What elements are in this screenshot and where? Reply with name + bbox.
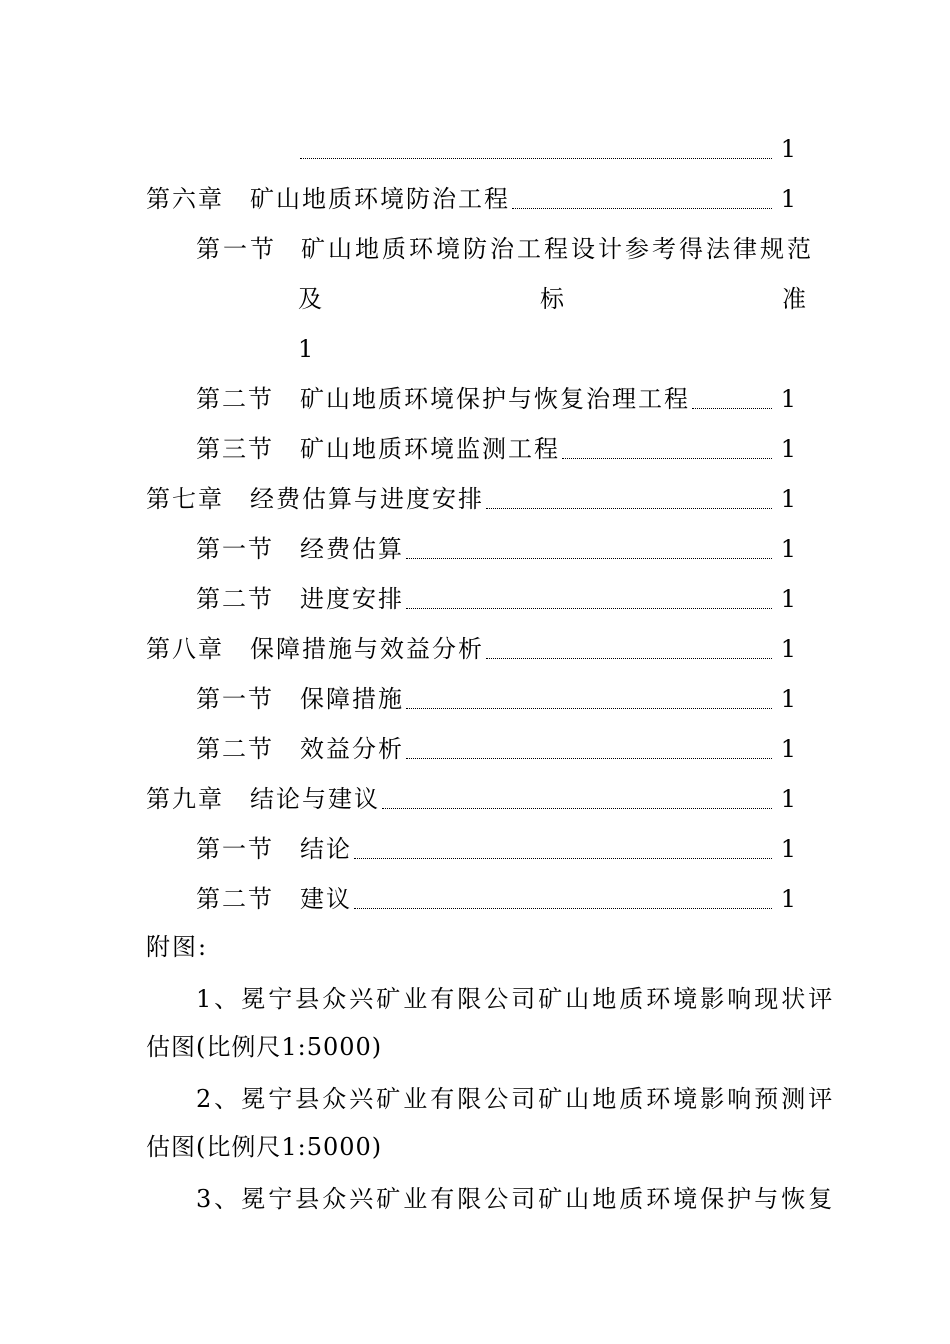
toc-entry-label <box>196 382 690 416</box>
section-number: 第一节 <box>196 685 274 713</box>
toc-entry-label <box>196 432 560 466</box>
toc-leader <box>406 558 772 559</box>
toc-page-number: 1 <box>780 435 796 463</box>
appendix-item-1-line-1: 1、冕宁县众兴矿业有限公司矿山地质环境影响现状评 <box>196 985 836 1013</box>
toc-page-number: 1 <box>780 635 796 663</box>
toc-chapter-8-section-1[interactable] <box>196 682 796 716</box>
toc-leader <box>354 858 772 859</box>
toc-entry-label <box>196 832 352 866</box>
section-title: 经费估算 <box>300 535 404 563</box>
toc-chapter-9[interactable] <box>146 782 796 816</box>
toc-chapter-9-section-1[interactable] <box>196 832 796 866</box>
toc-page-number: 1 <box>780 835 796 863</box>
toc-chapter-7-section-1[interactable] <box>196 532 796 566</box>
toc-entry-label <box>196 682 404 716</box>
toc-chapter-7[interactable] <box>146 482 796 516</box>
toc-leader <box>692 408 772 409</box>
toc-leader <box>382 808 772 809</box>
chapter-number: 第八章 <box>146 635 224 663</box>
toc-entry-label <box>196 582 404 616</box>
toc-entry-label <box>146 182 510 216</box>
chapter-title: 矿山地质环境防治工程 <box>250 185 510 213</box>
chapter-number: 第七章 <box>146 485 224 513</box>
toc-leader <box>406 608 772 609</box>
toc-page-number: 1 <box>780 885 796 913</box>
section-number: 第三节 <box>196 435 274 463</box>
toc-chapter-8[interactable] <box>146 632 796 666</box>
section-title: 结论 <box>300 835 352 863</box>
toc-chapter-8-section-2[interactable] <box>196 732 796 766</box>
section-number: 第二节 <box>196 885 274 913</box>
toc-page-number: 1 <box>780 735 796 763</box>
toc-chapter-6-section-2[interactable] <box>196 382 796 416</box>
toc-entry-label <box>196 532 404 566</box>
appendix-heading: 附图: <box>146 933 209 961</box>
toc-page-number: 1 <box>298 335 314 363</box>
toc-page-number: 1 <box>780 135 796 163</box>
toc-leader <box>406 708 772 709</box>
toc-page-number: 1 <box>780 585 796 613</box>
toc-entry-label <box>146 482 484 516</box>
toc-leader <box>486 658 772 659</box>
toc-chapter-6-section-1-wrap <box>298 282 806 316</box>
chapter-number: 第九章 <box>146 785 224 813</box>
toc-page-number: 1 <box>780 535 796 563</box>
appendix-item-2-line-1: 2、冕宁县众兴矿业有限公司矿山地质环境影响预测评 <box>196 1085 836 1113</box>
toc-chapter-6-section-3[interactable] <box>196 432 796 466</box>
chapter-number: 第六章 <box>146 185 224 213</box>
toc-leader <box>486 508 772 509</box>
toc-leader <box>512 208 772 209</box>
toc-page-number: 1 <box>780 385 796 413</box>
toc-entry-label <box>196 732 404 766</box>
section-title-wrap-1: 及 <box>298 285 322 313</box>
toc-leader <box>354 908 772 909</box>
toc-page-number: 1 <box>780 185 796 213</box>
toc-chapter-6-section-1[interactable] <box>196 232 814 266</box>
appendix-item-3-line-1: 3、冕宁县众兴矿业有限公司矿山地质环境保护与恢复 <box>196 1185 836 1213</box>
section-title: 矿山地质环境防治工程设计参考得法律规范 <box>301 235 814 263</box>
toc-leader <box>300 158 772 159</box>
toc-chapter-7-section-2[interactable] <box>196 582 796 616</box>
section-title: 矿山地质环境监测工程 <box>300 435 560 463</box>
chapter-title: 经费估算与进度安排 <box>250 485 484 513</box>
toc-entry-label <box>146 632 484 666</box>
toc-leader <box>562 458 772 459</box>
toc-chapter-6[interactable] <box>146 182 796 216</box>
chapter-title: 结论与建议 <box>250 785 380 813</box>
toc-entry-label <box>146 782 380 816</box>
section-number: 第二节 <box>196 385 274 413</box>
section-number: 第一节 <box>196 235 277 263</box>
toc-page-number: 1 <box>780 785 796 813</box>
section-number: 第一节 <box>196 835 274 863</box>
section-title: 矿山地质环境保护与恢复治理工程 <box>300 385 690 413</box>
section-number: 第一节 <box>196 535 274 563</box>
toc-leader <box>406 758 772 759</box>
section-title: 保障措施 <box>300 685 404 713</box>
section-number: 第二节 <box>196 585 274 613</box>
section-title-wrap-2: 标 <box>540 285 564 313</box>
toc-chapter-9-section-2[interactable] <box>196 882 796 916</box>
appendix-item-1-line-2: 估图(比例尺1:5000) <box>146 1033 383 1061</box>
appendix-item-2-line-2: 估图(比例尺1:5000) <box>146 1133 383 1161</box>
toc-page-number: 1 <box>780 685 796 713</box>
section-title: 效益分析 <box>300 735 404 763</box>
section-title-wrap-3: 准 <box>782 285 806 313</box>
chapter-title: 保障措施与效益分析 <box>250 635 484 663</box>
section-number: 第二节 <box>196 735 274 763</box>
toc-entry-label <box>196 882 352 916</box>
toc-page-number: 1 <box>780 485 796 513</box>
toc-continuation <box>298 132 796 166</box>
section-title: 建议 <box>300 885 352 913</box>
section-title: 进度安排 <box>300 585 404 613</box>
